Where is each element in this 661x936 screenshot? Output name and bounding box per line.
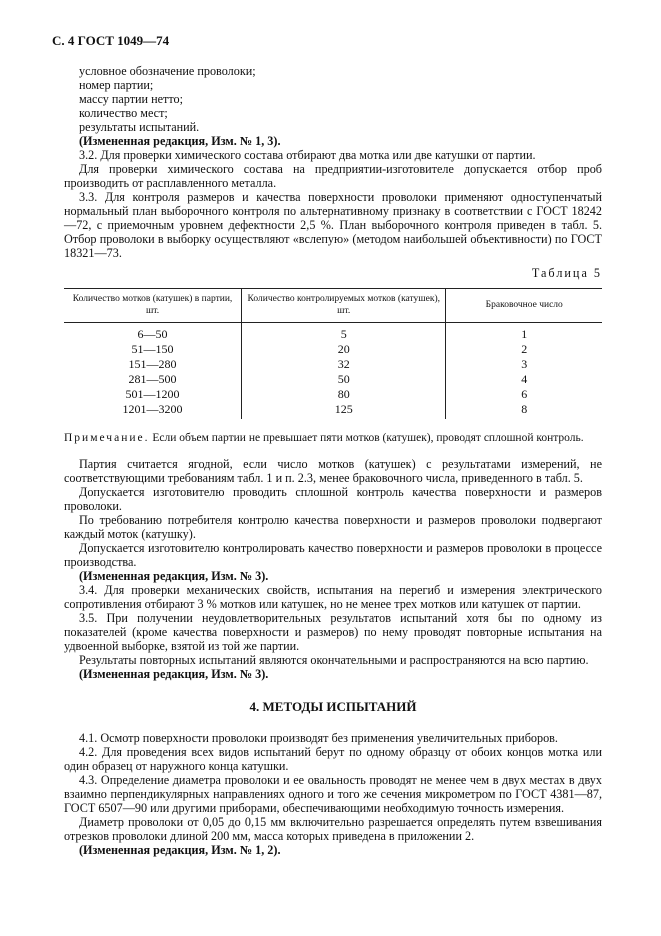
- table-row: [64, 387, 602, 402]
- table-header-sample-size: Количество контролируемых мотков (катушек), шт.: [242, 289, 446, 323]
- table-cell: 5: [242, 323, 446, 343]
- table-header-row: [64, 289, 602, 323]
- sampling-plan-table: [64, 288, 602, 419]
- edit-note: (Измененная редакция, Изм. № 3).: [79, 667, 269, 681]
- section-4-title: 4. МЕТОДЫ ИСПЫТАНИЙ: [249, 699, 417, 714]
- marking-list: [64, 64, 602, 134]
- page-header: С. 4 ГОСТ 1049—74: [52, 33, 170, 48]
- table-row: [64, 323, 602, 343]
- table-caption: Таблица 5: [531, 266, 602, 280]
- table-row: [64, 372, 602, 387]
- process-control-allowance: Допускается изготовителю контролировать качество поверхности и размеров проволоки в процессе производства.: [64, 541, 602, 569]
- note-text: Если объем партии не превышает пяти мотков (катушек), проводят сплошной контроль.: [152, 432, 584, 444]
- table-cell: 50: [242, 372, 446, 387]
- acceptance-rule: Партия считается ягодной, если число мотков (катушек) с результатами измерений, не соответствующими требованиям табл. 1 и п. 2.3, менее браковочного числа, приведенного в табл. 5.: [64, 457, 602, 485]
- table-cell: 151—280: [128, 357, 177, 371]
- table-cell: 3: [446, 357, 602, 372]
- clause-3-2: 3.2. Для проверки химического состава отбирают два мотка или две катушки от партии.: [79, 148, 536, 162]
- marking-list-item: условное обозначение проволоки;: [79, 64, 256, 78]
- edit-note: (Измененная редакция, Изм. № 1, 3).: [79, 134, 281, 148]
- note-label: Примечание.: [64, 432, 150, 444]
- full-control-allowance: Допускается изготовителю проводить сплошной контроль качества поверхности и размеров проволоки.: [64, 485, 602, 513]
- clause-4-2: 4.2. Для проведения всех видов испытаний берут по одному образцу от обоих концов мотка или один образец от наружного конца катушки.: [64, 745, 602, 773]
- marking-list-item: массу партии нетто;: [79, 92, 184, 106]
- table-cell: 125: [242, 402, 446, 419]
- table-cell: 80: [242, 387, 446, 402]
- table-header-reject-number: Браковочное число: [446, 289, 602, 323]
- marking-list-item: номер партии;: [79, 78, 154, 92]
- document-body: [64, 64, 602, 857]
- consumer-request: По требованию потребителя контролю качества поверхности и размеров проволоки подвергают каждый моток (катушку).: [64, 513, 602, 541]
- table-cell: 501—1200: [125, 387, 180, 401]
- table-header-lot-size: Количество мотков (катушек) в партии, шт.: [64, 289, 242, 323]
- table-cell: 6: [446, 387, 602, 402]
- edit-note: (Измененная редакция, Изм. № 3).: [79, 569, 269, 583]
- table-cell: 6—50: [137, 327, 168, 341]
- table-cell: 2: [446, 342, 602, 357]
- diameter-weighing-rule: Диаметр проволоки от 0,05 до 0,15 мм включительно разрешается определять путем взвешивания отрезков проволоки длиной 200 мм, масса которых приведена в приложении 2.: [64, 815, 602, 843]
- table-row: [64, 357, 602, 372]
- table-row: [64, 342, 602, 357]
- edit-note: (Измененная редакция, Изм. № 1, 2).: [79, 843, 281, 857]
- table-cell: 8: [446, 402, 602, 419]
- table-cell: 1201—3200: [122, 402, 183, 416]
- marking-list-item: результаты испытаний.: [79, 120, 200, 134]
- clause-4-1: 4.1. Осмотр поверхности проволоки производят без применения увеличительных приборов.: [79, 731, 558, 745]
- table-cell: 51—150: [131, 342, 174, 356]
- table-note: [64, 431, 602, 445]
- repeat-tests-rule: Результаты повторных испытаний являются окончательными и распространяются на всю партию.: [79, 653, 589, 667]
- clause-3-3: 3.3. Для контроля размеров и качества поверхности проволоки применяют одноступенчатый нормальный план выборочного контроля по альтернативному признаку в соответствии с ГОСТ 18242—72, с приемочным уровнем дефектности 2,5 %. План выборочного контроля приведен в табл. 5. Отбор проволоки в выборку осуществляют «вслепую» (методом наибольшей объективности) по ГОСТ 18321—73.: [64, 190, 602, 260]
- clause-3-2-extra: Для проверки химического состава на предприятии-изготовителе допускается отбор проб производить от расплавленного металла.: [64, 162, 602, 190]
- table-cell: 281—500: [128, 372, 177, 386]
- clause-3-5: 3.5. При получении неудовлетворительных результатов испытаний хотя бы по одному из показателей (кроме качества поверхности и размеров) по нему проводят повторные испытания на удвоенной выборке, взятой из той же партии.: [64, 611, 602, 653]
- marking-list-item: количество мест;: [79, 106, 168, 120]
- clause-3-4: 3.4. Для проверки механических свойств, испытания на перегиб и измерения электрического сопротивления отбирают 3 % мотков или катушек, но не менее трех мотков или катушек от партии.: [64, 583, 602, 611]
- table-cell: 4: [446, 372, 602, 387]
- table-cell: 20: [242, 342, 446, 357]
- table-row: [64, 402, 602, 419]
- clause-4-3: 4.3. Определение диаметра проволоки и ее овальность проводят не менее чем в двух местах в двух взаимно перпендикулярных направлениях одного и того же сечения микрометром по ГОСТ 4381—87, ГОСТ 6507—90 или другими приборами, обеспечивающими необходимую точность измерения.: [64, 773, 602, 815]
- table-cell: 32: [242, 357, 446, 372]
- table-cell: 1: [446, 323, 602, 343]
